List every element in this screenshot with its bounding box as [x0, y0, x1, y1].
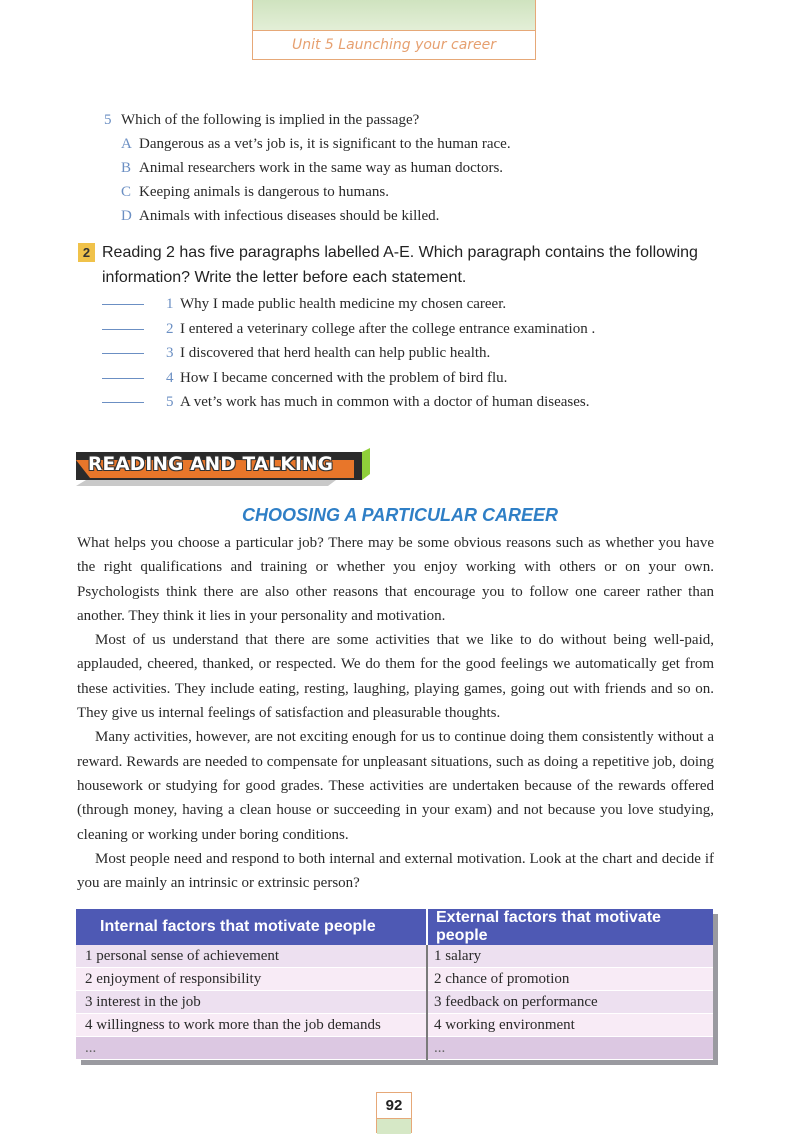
paragraph: Most people need and respond to both internal and external motivation. Look at the chart and decide if you are mainly an intrinsic or extrinsic person?	[77, 850, 714, 892]
statement-item: 1 Why I made public health medicine my chosen career.	[102, 292, 738, 317]
table-row	[76, 991, 713, 1014]
paragraph: Most of us understand that there are some activities that we like to do without being well-paid, applauded, cheered, thanked, or respected. We do them for the good feelings we automatically get from these activities. They include eating, resting, laughing, playing games, going out with friends and so on. They give us internal feelings of satisfaction and pleasurable thoughts.	[77, 632, 714, 722]
question-text: Which of the following is implied in the passage?	[121, 112, 420, 128]
unit-title: Unit 5 Launching your career	[291, 37, 497, 53]
page-number-box	[376, 1092, 412, 1133]
answer-blank[interactable]	[102, 303, 144, 305]
statement-item: 4 How I became concerned with the problem of bird flu.	[102, 366, 738, 391]
task-2-instruction: 2 Reading 2 has five paragraphs labelled A-E. Which paragraph contains the following information? Write the letter before each statement.	[78, 240, 738, 290]
table-row	[76, 1037, 713, 1060]
table-cell: 1 personal sense of achievement	[76, 945, 427, 968]
statement-list	[102, 292, 738, 415]
question-number: 5	[104, 112, 112, 128]
unit-header	[252, 0, 536, 60]
table-cell: 1 salary	[427, 945, 713, 968]
paragraph: What helps you choose a particular job? There may be some obvious reasons such as whether you have the right qualifications and training or whether you enjoy working with others or on your own. Psychologists think there are also other reasons that encourage you to follow one career rather than another. They think it lies in your personality and motivation.	[77, 535, 714, 624]
article-body	[77, 531, 714, 895]
table-cell: 4 willingness to work more than the job demands	[76, 1014, 427, 1037]
table-row	[76, 945, 713, 968]
table-cell: 4 working environment	[427, 1014, 713, 1037]
option-c: C Keeping animals is dangerous to humans.	[121, 184, 389, 200]
option-d: D Animals with infectious diseases should be killed.	[121, 208, 440, 224]
answer-blank[interactable]	[102, 401, 144, 403]
table-cell: 3 interest in the job	[76, 991, 427, 1014]
statement-item: 5 A vet’s work has much in common with a doctor of human diseases.	[102, 390, 738, 415]
column-header-internal: Internal factors that motivate people	[76, 909, 427, 945]
motivation-table	[76, 909, 713, 1060]
statement-item: 3 I discovered that herd health can help public health.	[102, 341, 738, 366]
question-5	[104, 108, 511, 228]
page-number: 92	[377, 1093, 411, 1119]
answer-blank[interactable]	[102, 352, 144, 354]
section-banner	[76, 448, 370, 486]
answer-blank[interactable]	[102, 377, 144, 379]
question-5-stem	[104, 108, 511, 132]
table-row	[76, 968, 713, 991]
answer-blank[interactable]	[102, 328, 144, 330]
option-a: A Dangerous as a vet’s job is, it is significant to the human race.	[121, 136, 511, 152]
paragraph: Many activities, however, are not exciting enough for us to continue doing them consistently without a reward. Rewards are needed to compensate for unpleasant situations, such as doing a repetitive job, doing housework or studying for good grades. These activities are undertaken because of the rewards offered (through money, having a clean house or succeeding in your exam) and not because you love studying, cleaning or working under boring conditions.	[77, 729, 714, 843]
table-cell: ...	[427, 1037, 713, 1060]
table-cell: 2 enjoyment of responsibility	[76, 968, 427, 991]
page-number-decoration	[377, 1119, 411, 1134]
table-row	[76, 1014, 713, 1037]
table-cell: 3 feedback on performance	[427, 991, 713, 1014]
task-number-badge: 2	[78, 243, 95, 262]
header-decoration	[253, 0, 535, 31]
table-cell: ...	[76, 1037, 427, 1060]
table-header-row	[76, 909, 713, 945]
statement-item: 2 I entered a veterinary college after the college entrance examination .	[102, 317, 738, 342]
task-2	[78, 240, 738, 415]
table-cell: 2 chance of promotion	[427, 968, 713, 991]
article-title: CHOOSING A PARTICULAR CAREER	[241, 505, 558, 525]
option-b: B Animal researchers work in the same way as human doctors.	[121, 160, 504, 176]
section-title: READING AND TALKING	[88, 454, 334, 475]
column-header-external: External factors that motivate people	[427, 909, 713, 945]
